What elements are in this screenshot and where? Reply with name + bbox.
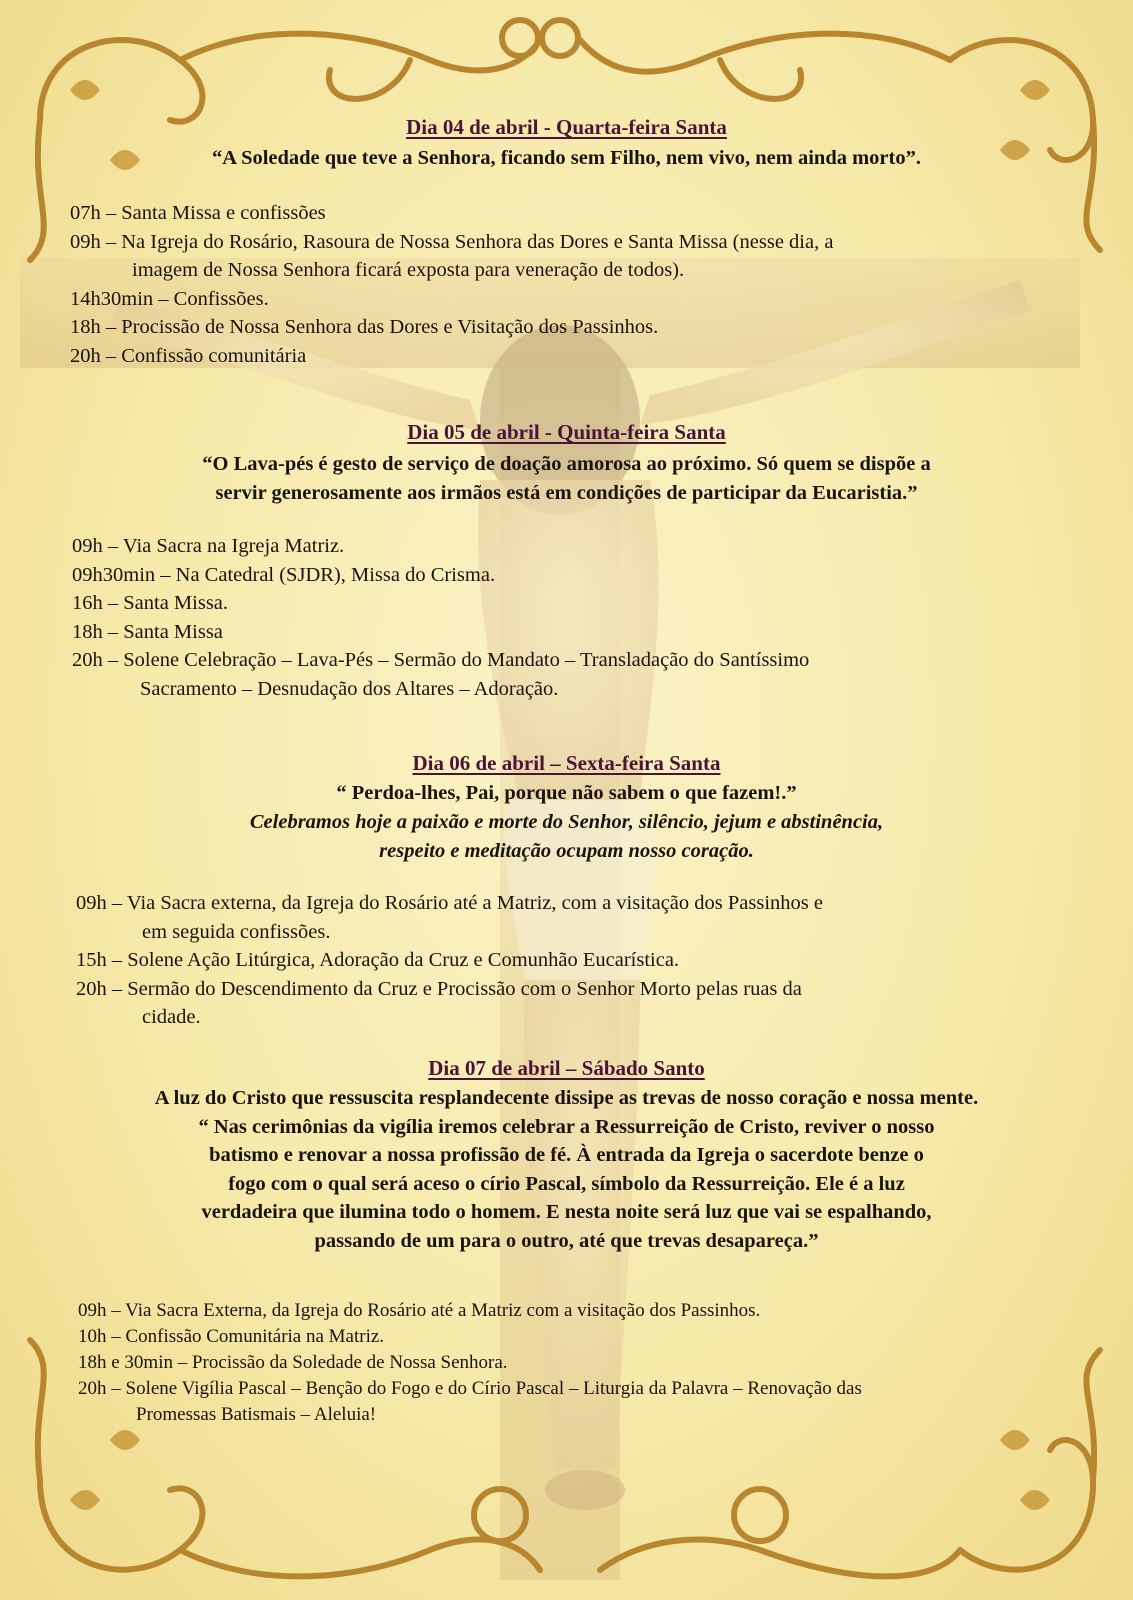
schedule-item-continuation: imagem de Nossa Senhora ficará exposta para veneração de todos).: [132, 259, 685, 281]
day-quote: [0, 144, 1133, 173]
day-reflection: [0, 808, 1133, 866]
schedule-item-continuation: em seguida confissões.: [142, 920, 331, 943]
schedule-item: 20h – Solene Vigília Pascal – Benção do Fogo e do Círio Pascal – Liturgia da Palavra – Renovação das: [78, 1378, 862, 1399]
schedule-item: 20h – Sermão do Descendimento da Cruz e Procissão com o Senhor Morto pelas ruas da: [76, 977, 802, 1000]
reflection-line: respeito e meditação ocupam nosso coração.: [379, 840, 754, 862]
quote-line: servir generosamente aos irmãos está em condições de participar da Eucaristia.”: [215, 482, 918, 504]
schedule-item: 18h e 30min – Procissão da Soledade de Nossa Senhora.: [78, 1352, 508, 1373]
reflection-line: Celebramos hoje a paixão e morte do Senhor, silêncio, jejum e abstinência,: [249, 811, 884, 833]
quote-line: fogo com o qual será aceso o círio Pascal, símbolo da Ressurreição. Ele é a luz: [228, 1172, 905, 1195]
day-quote: [0, 779, 1133, 808]
schedule-item-continuation: Promessas Batismais – Aleluia!: [136, 1404, 377, 1425]
schedule-item-continuation: cidade.: [142, 1006, 201, 1028]
quote-line: A luz do Cristo que ressuscita resplandecente dissipe as trevas de nosso coração e nossa mente.: [154, 1087, 979, 1109]
schedule-item: 09h30min – Na Catedral (SJDR), Missa do Crisma.: [72, 563, 496, 586]
schedule-item: 14h30min – Confissões.: [70, 287, 269, 310]
schedule-item: 09h – Via Sacra Externa, da Igreja do Rosário até a Matriz com a visitação dos Passinhos.: [78, 1300, 761, 1321]
schedule-item: 16h – Santa Missa.: [72, 592, 229, 614]
quote-line: “ Perdoa-lhes, Pai, porque não sabem o que fazem!.”: [336, 782, 797, 804]
schedule-item: 20h – Confissão comunitária: [70, 344, 307, 367]
schedule-item: 09h – Via Sacra externa, da Igreja do Rosário até a Matriz, com a visitação dos Passinhos e: [76, 892, 823, 914]
day-title-06-april: Dia 06 de abril – Sexta-feira Santa: [412, 751, 721, 775]
day-schedule: [78, 1298, 862, 1428]
quote-line: verdadeira que ilumina todo o homem. E nesta noite será luz que vai se espalhando,: [201, 1201, 932, 1223]
schedule-item: 09h – Via Sacra na Igreja Matriz.: [72, 535, 345, 557]
schedule-item-continuation: Sacramento – Desnudação dos Altares – Adoração.: [140, 677, 559, 700]
day-schedule: [70, 199, 833, 370]
quote-line: “ Nas cerimônias da vigília iremos celebrar a Ressurreição de Cristo, reviver o nosso: [198, 1115, 935, 1138]
day-title-05-april: Dia 05 de abril - Quinta-feira Santa: [407, 420, 726, 444]
quote-line: passando de um para o outro, até que trevas desapareça.”: [314, 1229, 819, 1252]
quote-line: batismo e renovar a nossa profissão de fé. À entrada da Igreja o sacerdote benze o: [209, 1144, 924, 1166]
quote-line: “A Soledade que teve a Senhora, ficando sem Filho, nem vivo, nem ainda morto”.: [212, 147, 921, 169]
day-schedule: [76, 889, 823, 1032]
day-quote: [0, 450, 1133, 508]
schedule-item: 07h – Santa Missa e confissões: [70, 202, 326, 224]
schedule-item: 18h – Santa Missa: [72, 620, 223, 643]
schedule-item: 09h – Na Igreja do Rosário, Rasoura de Nossa Senhora das Dores e Santa Missa (nesse dia, a: [70, 230, 834, 253]
day-quote: [0, 1084, 1133, 1255]
day-title-04-april: Dia 04 de abril - Quarta-feira Santa: [406, 115, 727, 139]
schedule-item: 15h – Solene Ação Litúrgica, Adoração da Cruz e Comunhão Eucarística.: [76, 949, 680, 971]
day-schedule: [72, 532, 809, 703]
schedule-item: 18h – Procissão de Nossa Senhora das Dores e Visitação dos Passinhos.: [70, 316, 659, 338]
day-title-07-april: Dia 07 de abril – Sábado Santo: [428, 1056, 705, 1080]
schedule-item: 10h – Confissão Comunitária na Matriz.: [78, 1326, 385, 1347]
quote-line: “O Lava-pés é gesto de serviço de doação amorosa ao próximo. Só quem se dispõe a: [202, 453, 931, 475]
schedule-item: 20h – Solene Celebração – Lava-Pés – Sermão do Mandato – Transladação do Santíssimo: [72, 649, 810, 671]
